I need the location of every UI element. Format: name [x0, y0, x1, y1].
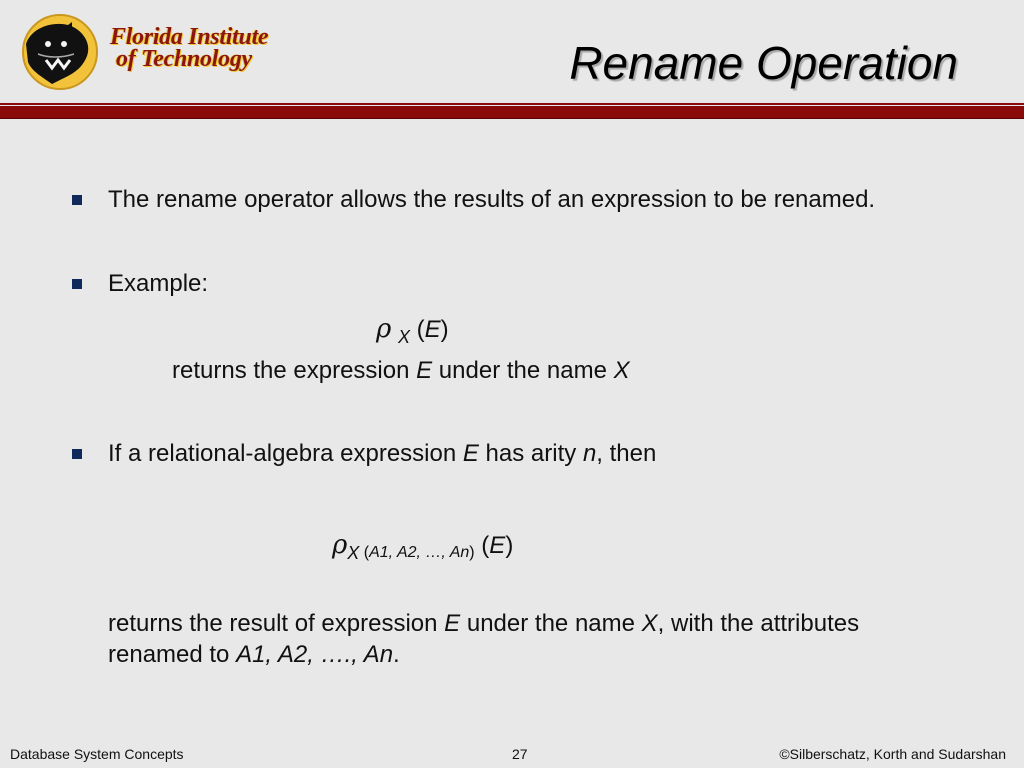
bullet-text-3 — [108, 440, 656, 468]
footer-page-number: 27 — [512, 746, 528, 762]
formula2-arg-e: E — [489, 532, 506, 559]
header-rule-thin — [0, 103, 1024, 105]
desc1-x: X — [613, 357, 630, 384]
desc2-e: E — [444, 610, 461, 637]
slide-title: Rename Operation — [569, 37, 958, 89]
attrs-open: ( — [359, 544, 370, 561]
paren-close-2: ) — [505, 532, 514, 559]
rho-symbol: ρ — [376, 314, 392, 344]
desc1-mid: under the name — [432, 357, 614, 384]
bullet3-n: n — [582, 440, 597, 467]
formula2-subscript-x: X — [347, 543, 360, 563]
paren-close: ) — [440, 316, 449, 343]
desc2b-post: . — [393, 641, 400, 668]
desc1-e: E — [416, 357, 433, 384]
paren-open: ( — [416, 316, 425, 343]
bullet-text-2: Example: — [108, 270, 209, 297]
formula-subscript-x: X — [397, 327, 410, 347]
bullet3-e: E — [462, 440, 479, 467]
rename-formula-simple — [376, 314, 449, 347]
formula-arg-e: E — [424, 316, 441, 343]
logo-line-1: Florida Institute — [110, 24, 269, 50]
logo-line-2: of Technology — [116, 46, 252, 72]
header-rule — [0, 106, 1024, 118]
logo-wordmark — [110, 26, 268, 70]
footer-copyright: ©Silberschatz, Korth and Sudarshan — [779, 746, 1006, 762]
bullet-text-1: The rename operator allows the results of an expression to be renamed. — [108, 186, 876, 213]
paren-open-2: ( — [474, 532, 490, 559]
bullet3-pre: If a relational-algebra expression — [108, 440, 463, 467]
institution-logo — [18, 14, 269, 90]
footer-course-title: Database System Concepts — [10, 746, 184, 762]
desc2-post: , with the attributes — [657, 610, 860, 637]
bullet-marker-3 — [72, 449, 82, 459]
formula-2-description-line-2 — [108, 641, 400, 669]
rho-symbol-2: ρ — [332, 530, 348, 560]
desc2-mid: under the name — [460, 610, 642, 637]
desc2-pre: returns the result of expression — [108, 610, 445, 637]
bullet-marker-1 — [72, 195, 82, 205]
formula-2-description-line-1 — [108, 610, 859, 638]
rename-formula-attributes — [332, 530, 514, 563]
bullet-marker-2 — [72, 279, 82, 289]
formula-1-description — [172, 357, 630, 385]
attrs-close: ) — [469, 544, 475, 561]
bullet3-mid: has arity — [478, 440, 583, 467]
desc2b-attrs: A1, A2, …., An — [236, 641, 394, 668]
desc1-pre: returns the expression — [172, 357, 417, 384]
desc2b-pre: renamed to — [108, 641, 237, 668]
bullet3-post: , then — [596, 440, 657, 467]
formula2-attribute-list: A1, A2, …, An — [369, 544, 470, 561]
panther-emblem-icon — [18, 14, 114, 90]
desc2-x: X — [641, 610, 658, 637]
